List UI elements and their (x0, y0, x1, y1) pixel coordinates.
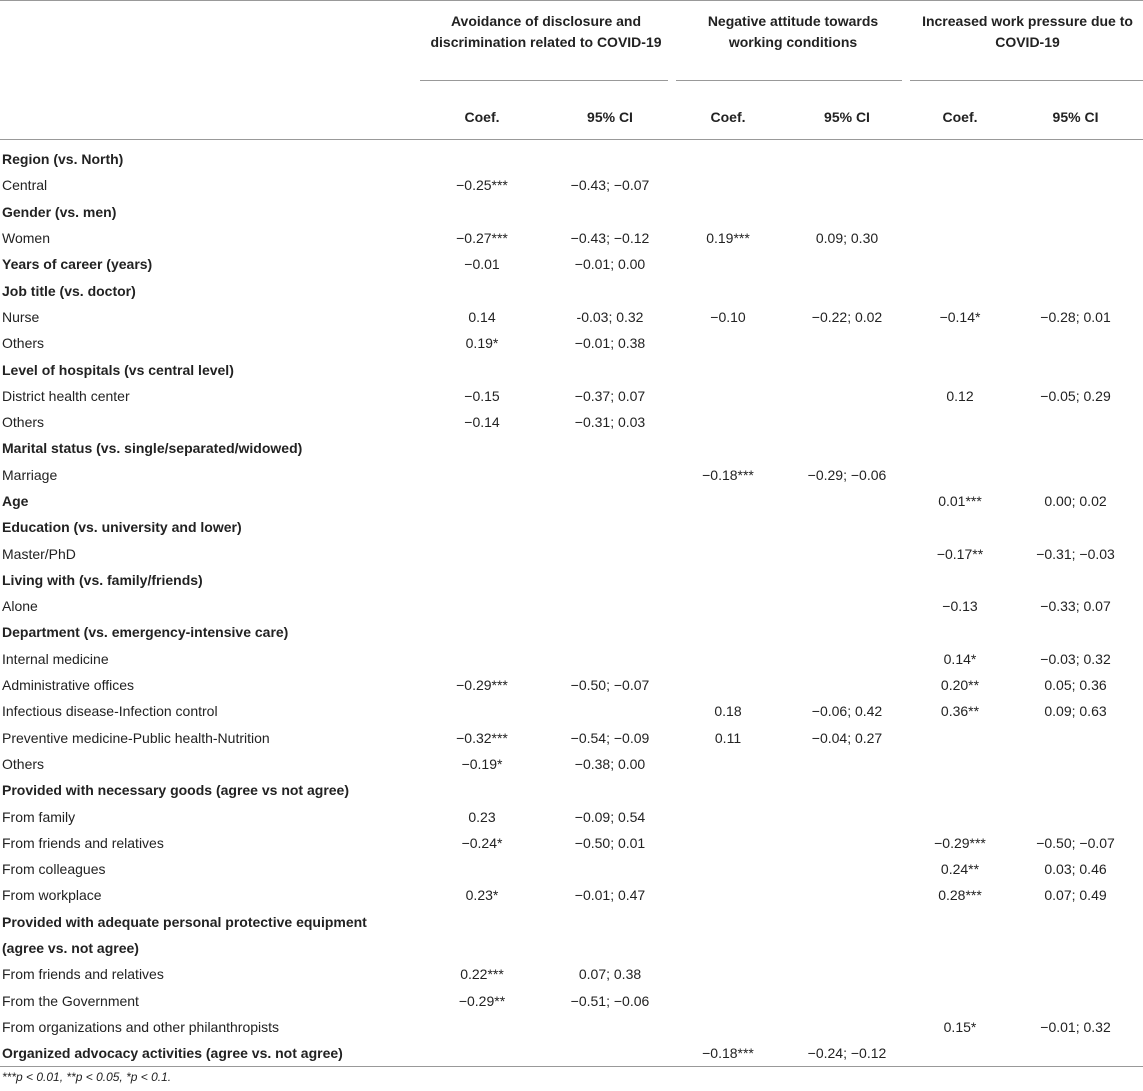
coef-cell: −0.17** (936, 545, 984, 562)
ci-cell (782, 777, 912, 803)
coef-cell (912, 225, 1008, 251)
ci-cell (1008, 619, 1143, 645)
ci-cell (1008, 751, 1143, 777)
row-label: Others (2, 414, 45, 431)
table-row (0, 961, 1143, 987)
row-label: Level of hospitals (vs central level) (2, 361, 234, 378)
group-header-work-pressure: Increased work pressure due to COVID-19 (922, 13, 1133, 50)
ci-cell: −0.50; −0.07 (570, 677, 650, 694)
ci-cell (546, 277, 674, 303)
ci-cell (782, 619, 912, 645)
coef-cell: 0.23* (465, 887, 499, 904)
coef-cell (418, 514, 546, 540)
ci-cell: −0.01; 0.38 (574, 335, 646, 352)
table-row (0, 462, 1143, 488)
coef-cell (674, 409, 782, 435)
coef-cell (418, 540, 546, 566)
coef-cell: −0.25*** (456, 177, 508, 194)
ci-cell (782, 140, 912, 173)
ci-cell: 0.09; 0.63 (1044, 703, 1107, 720)
ci-cell (1008, 277, 1143, 303)
footnote: ***p < 0.01, **p < 0.05, *p < 0.1. (2, 1070, 172, 1084)
row-label: Department (vs. emergency-intensive care) (2, 624, 289, 641)
row-label: From friends and relatives (2, 966, 164, 983)
row-label: From workplace (2, 887, 102, 904)
row-label: Region (vs. North) (2, 151, 124, 168)
table-row (0, 225, 1143, 251)
coef-cell (674, 751, 782, 777)
ci-cell (546, 935, 674, 961)
coef-cell (912, 803, 1008, 829)
coef-cell (418, 909, 546, 935)
coef-cell (674, 488, 782, 514)
ci-cell (782, 330, 912, 356)
ci-cell: −0.28; 0.01 (1040, 308, 1111, 325)
ci-cell: −0.43; −0.07 (570, 177, 650, 194)
coef-cell: 0.22*** (460, 966, 504, 983)
table-row (0, 304, 1143, 330)
ci-cell (782, 567, 912, 593)
coef-cell: 0.14* (943, 650, 977, 667)
row-label: From family (2, 808, 76, 825)
table-row (0, 830, 1143, 856)
coef-cell (674, 514, 782, 540)
ci-cell: 0.09; 0.30 (815, 230, 879, 247)
coef-cell: 0.28*** (938, 887, 982, 904)
coef-header-2: Coef. (710, 108, 746, 125)
ci-cell (1008, 909, 1143, 935)
section-row (0, 935, 1143, 961)
ci-cell (1008, 988, 1143, 1014)
ci-cell: -0.03; 0.32 (576, 308, 644, 325)
row-label: Marital status (vs. single/separated/widowed) (2, 440, 303, 457)
coef-cell (674, 961, 782, 987)
ci-cell (546, 514, 674, 540)
ci-cell (546, 488, 674, 514)
coef-cell (418, 935, 546, 961)
ci-cell (782, 672, 912, 698)
coef-cell (912, 140, 1008, 173)
ci-cell (782, 435, 912, 461)
coef-cell (674, 856, 782, 882)
coef-cell: −0.01 (464, 256, 500, 273)
variable-column-header (0, 1, 418, 96)
coef-cell (674, 356, 782, 382)
ci-cell (1008, 140, 1143, 173)
coef-header-3: Coef. (942, 108, 978, 125)
coef-cell (674, 935, 782, 961)
row-label: From friends and relatives (2, 834, 164, 851)
row-label: Job title (vs. doctor) (2, 282, 136, 299)
ci-cell (782, 199, 912, 225)
row-label: Infectious disease-Infection control (2, 703, 218, 720)
coef-cell: 0.15* (943, 1018, 977, 1035)
ci-cell (1008, 435, 1143, 461)
coef-cell: −0.27*** (456, 230, 508, 247)
coef-cell (674, 646, 782, 672)
coef-cell (674, 540, 782, 566)
ci-header-1: 95% CI (587, 108, 633, 125)
ci-cell (546, 1014, 674, 1040)
coef-cell: −0.10 (710, 308, 746, 325)
ci-cell: 0.07; 0.38 (578, 966, 642, 983)
ci-cell (782, 909, 912, 935)
ci-cell (546, 698, 674, 724)
ci-cell (782, 1014, 912, 1040)
coef-cell (418, 593, 546, 619)
ci-cell (782, 251, 912, 277)
ci-cell: −0.09; 0.54 (574, 808, 646, 825)
coef-cell (674, 383, 782, 409)
table-row (0, 803, 1143, 829)
coef-cell (912, 462, 1008, 488)
coef-header-1: Coef. (464, 108, 500, 125)
ci-cell (782, 488, 912, 514)
ci-cell: −0.29; −0.06 (807, 466, 887, 483)
section-row (0, 777, 1143, 803)
ci-cell (546, 540, 674, 566)
section-row (0, 488, 1143, 514)
row-label: Internal medicine (2, 650, 109, 667)
table-row (0, 330, 1143, 356)
row-label: Central (2, 177, 48, 194)
ci-cell: −0.54; −0.09 (570, 729, 650, 746)
row-label: Master/PhD (2, 545, 76, 562)
row-label: District health center (2, 387, 130, 404)
ci-cell: 0.00; 0.02 (1044, 493, 1107, 509)
section-row (0, 619, 1143, 645)
table-row (0, 882, 1143, 908)
coef-cell: −0.24* (461, 834, 503, 851)
section-row (0, 251, 1143, 277)
section-row (0, 277, 1143, 303)
ci-cell (782, 882, 912, 908)
ci-cell (782, 935, 912, 961)
coef-cell (418, 698, 546, 724)
coef-cell (912, 330, 1008, 356)
ci-cell: −0.37; 0.07 (574, 387, 646, 404)
coef-cell: −0.18*** (702, 466, 754, 483)
ci-cell (1008, 199, 1143, 225)
table-row (0, 409, 1143, 435)
coef-cell (674, 988, 782, 1014)
coef-cell (418, 777, 546, 803)
ci-cell (1008, 330, 1143, 356)
coef-cell (912, 777, 1008, 803)
coef-cell (912, 435, 1008, 461)
coef-cell (912, 409, 1008, 435)
table-row (0, 988, 1143, 1014)
coef-cell: 0.19* (465, 335, 499, 352)
ci-cell (782, 803, 912, 829)
coef-cell (674, 619, 782, 645)
coef-cell (674, 777, 782, 803)
coef-cell (418, 435, 546, 461)
table-row (0, 593, 1143, 619)
ci-cell (546, 856, 674, 882)
coef-cell (674, 140, 782, 173)
coef-cell (912, 514, 1008, 540)
ci-cell: −0.01; 0.32 (1040, 1018, 1111, 1035)
coef-cell (674, 199, 782, 225)
coef-cell: 0.23 (468, 808, 496, 825)
coef-cell: 0.24** (940, 861, 980, 878)
ci-cell (782, 646, 912, 672)
table-row (0, 725, 1143, 751)
group-rule-3 (910, 80, 1143, 81)
ci-cell (1008, 514, 1143, 540)
ci-cell: −0.51; −0.06 (570, 992, 650, 1009)
coef-cell: 0.20** (940, 677, 980, 694)
ci-cell (546, 140, 674, 173)
section-row (0, 514, 1143, 540)
ci-cell (782, 540, 912, 566)
coef-cell (912, 277, 1008, 303)
ci-cell: 0.07; 0.49 (1044, 887, 1107, 904)
ci-cell (546, 1040, 674, 1067)
ci-cell (1008, 251, 1143, 277)
ci-cell (546, 909, 674, 935)
ci-cell (782, 751, 912, 777)
coef-cell (418, 646, 546, 672)
group-header-negative-attitude: Negative attitude towards working conditions (707, 13, 879, 50)
coef-cell (674, 909, 782, 935)
coef-cell (674, 435, 782, 461)
ci-header-2: 95% CI (824, 108, 870, 125)
coef-cell (912, 935, 1008, 961)
group-rule-2 (676, 80, 902, 81)
coef-cell (912, 619, 1008, 645)
coef-cell (418, 277, 546, 303)
coef-cell: −0.15 (464, 387, 500, 404)
ci-cell (546, 777, 674, 803)
coef-cell (674, 567, 782, 593)
row-label: Provided with necessary goods (agree vs not agree) (2, 782, 349, 799)
ci-cell (1008, 356, 1143, 382)
coef-cell (674, 593, 782, 619)
coef-cell (674, 277, 782, 303)
ci-cell: −0.38; 0.00 (574, 755, 646, 772)
ci-cell (546, 356, 674, 382)
ci-cell: −0.50; 0.01 (574, 834, 646, 851)
ci-cell (1008, 961, 1143, 987)
coef-cell (418, 140, 546, 173)
section-row (0, 909, 1143, 935)
table-row (0, 672, 1143, 698)
table-row (0, 646, 1143, 672)
ci-cell (782, 514, 912, 540)
table-body (0, 140, 1143, 1067)
coef-cell (912, 909, 1008, 935)
ci-cell (1008, 567, 1143, 593)
coef-cell (418, 356, 546, 382)
coef-cell: 0.12 (946, 387, 974, 404)
table-row (0, 383, 1143, 409)
ci-cell: −0.31; −0.03 (1036, 545, 1115, 562)
row-label: Women (2, 230, 50, 247)
ci-cell (1008, 462, 1143, 488)
ci-cell: −0.01; 0.00 (574, 256, 646, 273)
group-rule-1 (420, 80, 668, 81)
coef-cell (912, 751, 1008, 777)
ci-cell: −0.05; 0.29 (1040, 387, 1111, 404)
table-row (0, 1014, 1143, 1040)
row-label: Administrative offices (2, 677, 135, 694)
coef-cell: 0.11 (714, 729, 742, 746)
coef-cell (418, 199, 546, 225)
section-row (0, 567, 1143, 593)
coef-cell (912, 725, 1008, 751)
row-label: From the Government (2, 992, 139, 1009)
coef-cell (674, 882, 782, 908)
row-label: Age (2, 493, 29, 509)
section-row (0, 356, 1143, 382)
row-label: (agree vs. not agree) (2, 940, 139, 957)
ci-cell (782, 593, 912, 619)
ci-cell: −0.22; 0.02 (811, 308, 883, 325)
ci-cell (1008, 777, 1143, 803)
ci-cell: −0.01; 0.47 (574, 887, 646, 904)
coef-cell (418, 1040, 546, 1067)
coef-cell (674, 251, 782, 277)
coef-cell (418, 462, 546, 488)
coef-cell (674, 672, 782, 698)
row-label: Others (2, 335, 45, 352)
ci-cell (782, 172, 912, 198)
row-label: Living with (vs. family/friends) (2, 571, 203, 588)
coef-cell: −0.13 (942, 598, 978, 615)
ci-cell: −0.03; 0.32 (1040, 650, 1111, 667)
coef-cell (674, 830, 782, 856)
coef-cell: 0.14 (468, 308, 496, 325)
row-label: Preventive medicine-Public health-Nutrition (2, 729, 270, 746)
row-label: Years of career (years) (2, 256, 153, 273)
ci-cell (546, 567, 674, 593)
coef-cell: −0.14 (464, 414, 500, 431)
coef-cell (912, 567, 1008, 593)
ci-cell: −0.50; −0.07 (1036, 834, 1115, 851)
ci-cell (782, 830, 912, 856)
table-row (0, 856, 1143, 882)
ci-cell (782, 961, 912, 987)
ci-cell (1008, 172, 1143, 198)
coef-cell (912, 988, 1008, 1014)
ci-cell: −0.33; 0.07 (1040, 598, 1111, 615)
section-row (0, 435, 1143, 461)
ci-cell (1008, 725, 1143, 751)
coef-cell: 0.36** (940, 703, 980, 720)
row-label: Education (vs. university and lower) (2, 519, 242, 536)
ci-cell (1008, 935, 1143, 961)
coef-cell: 0.19*** (706, 230, 750, 247)
coef-cell (912, 199, 1008, 225)
coef-cell: −0.32*** (456, 729, 508, 746)
ci-cell (1008, 409, 1143, 435)
coef-cell: −0.29*** (934, 834, 986, 851)
coef-cell (418, 856, 546, 882)
ci-cell: −0.43; −0.12 (570, 230, 650, 247)
coef-cell (418, 619, 546, 645)
coef-cell (418, 567, 546, 593)
table-row (0, 172, 1143, 198)
coef-cell (912, 1040, 1008, 1067)
ci-cell (782, 356, 912, 382)
coef-cell (912, 251, 1008, 277)
ci-cell: −0.31; 0.03 (574, 414, 646, 431)
coef-cell: −0.19* (461, 755, 503, 772)
coef-cell (674, 330, 782, 356)
coef-cell (912, 172, 1008, 198)
ci-cell (546, 435, 674, 461)
coef-cell: 0.01*** (938, 493, 982, 509)
ci-cell (546, 199, 674, 225)
coef-cell: −0.18*** (674, 1040, 782, 1067)
ci-cell (546, 593, 674, 619)
row-label: From organizations and other philanthropists (2, 1018, 280, 1035)
coef-cell (674, 803, 782, 829)
ci-cell (546, 462, 674, 488)
ci-cell (782, 409, 912, 435)
section-row (0, 199, 1143, 225)
table-row (0, 751, 1143, 777)
coef-cell (912, 356, 1008, 382)
coef-cell: 0.18 (714, 703, 742, 720)
section-row (0, 140, 1143, 173)
coef-cell: −0.29** (458, 992, 506, 1009)
row-label: Marriage (2, 466, 58, 483)
section-row (0, 1040, 1143, 1067)
ci-cell (782, 277, 912, 303)
ci-cell: −0.24; −0.12 (782, 1040, 912, 1067)
row-label: Nurse (2, 308, 40, 325)
ci-cell (1008, 1040, 1143, 1067)
ci-cell: 0.03; 0.46 (1044, 861, 1107, 878)
ci-cell (782, 856, 912, 882)
coef-cell (674, 1014, 782, 1040)
ci-cell (782, 988, 912, 1014)
coef-cell: −0.14* (939, 308, 981, 325)
ci-cell: −0.04; 0.27 (811, 729, 883, 746)
ci-cell: −0.06; 0.42 (811, 703, 883, 720)
coef-cell (912, 961, 1008, 987)
ci-cell: 0.05; 0.36 (1044, 677, 1107, 694)
table-row (0, 698, 1143, 724)
ci-cell (1008, 803, 1143, 829)
ci-header-3: 95% CI (1052, 108, 1099, 125)
coef-cell (674, 172, 782, 198)
row-label: Others (2, 755, 45, 772)
ci-cell (782, 383, 912, 409)
row-label: Gender (vs. men) (2, 203, 117, 220)
row-label: From colleagues (2, 861, 106, 878)
ci-cell (1008, 225, 1143, 251)
coef-cell (418, 1014, 546, 1040)
group-header-avoidance: Avoidance of disclosure and discrimination related to COVID-19 (430, 13, 662, 50)
table-row (0, 540, 1143, 566)
coef-cell: −0.29*** (456, 677, 508, 694)
ci-cell (546, 619, 674, 645)
row-label: Alone (2, 598, 38, 615)
coef-cell (418, 488, 546, 514)
ci-cell (546, 646, 674, 672)
row-label: Organized advocacy activities (agree vs. not agree) (0, 1040, 418, 1067)
row-label: Provided with adequate personal protective equipment (2, 913, 367, 930)
